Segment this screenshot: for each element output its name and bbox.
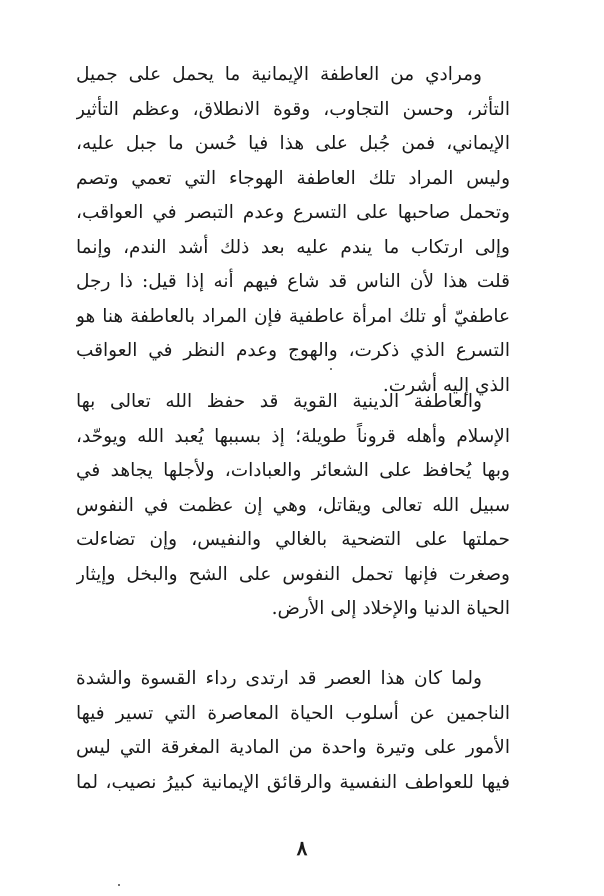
text-line: التسرع الذي ذكرت، والهوج وعدم النظر في العواقب xyxy=(76,340,510,361)
text-line: وبها يُحافظ على الشعائر والعبادات، ولأجلها يجاهد في xyxy=(76,460,510,481)
text-line: التأثر، وحسن التجاوب، وقوة الانطلاق، وعظم التأثير xyxy=(76,98,510,120)
text-line: سبيل الله تعالى ويقاتل، وهي إن عظمت في النفوس xyxy=(76,494,510,516)
scan-speck xyxy=(330,368,332,370)
scan-speck xyxy=(118,884,120,886)
text-line: وتحمل صاحبها على التسرع وعدم التبصر في العواقب، xyxy=(76,202,510,223)
text-line: ومرادي من العاطفة الإيمانية ما يحمل على جميل xyxy=(76,64,482,85)
text-line: الإيماني، فمن جُبل على هذا فيا حُسن ما جبل عليه، xyxy=(76,133,510,154)
text-line: والعاطفة الدينية القوية قد حفظ الله تعالى بها xyxy=(76,391,482,412)
text-line: فيها للعواطف النفسية والرقائق الإيمانية كبيرُ نصيب، لما xyxy=(76,771,510,793)
text-line: الإسلام وأهله قروناً طويلة؛ إذ بسببها يُعبد الله ويوحّد، xyxy=(76,425,510,447)
text-line: الحياة الدنيا والإخلاد إلى الأرض. xyxy=(271,598,510,619)
paragraph-3 xyxy=(76,662,510,800)
text-line: وليس المراد تلك العاطفة الهوجاء التي تعمي وتصم xyxy=(76,167,510,189)
text-line: الذي إليه أشرت. xyxy=(382,374,510,396)
page-number: ٨ xyxy=(296,836,308,860)
text-line: وصغرت فإنها تحمل النفوس على الشح والبخل وإيثار xyxy=(76,563,510,585)
text-line: قلت هذا لأن الناس قد شاع فيهم أنه إذا قيل: ذا رجل xyxy=(76,271,510,292)
text-line: الناجمين عن أسلوب الحياة المعاصرة التي تسير فيها xyxy=(76,702,510,724)
text-line: ولما كان هذا العصر قد ارتدى رداء القسوة والشدة xyxy=(76,668,482,689)
text-line: عاطفيّ أو تلك امرأة عاطفية فإن المراد بالعاطفة هنا هو xyxy=(76,305,510,327)
paragraph-1 xyxy=(76,58,510,403)
paragraph-2 xyxy=(76,385,510,627)
text-line: الأمور على وتيرة واحدة من المادية المغرقة التي ليس xyxy=(76,737,510,758)
text-line: وإلى ارتكاب ما يندم عليه بعد ذلك أشد الندم، وإنما xyxy=(76,236,510,258)
text-line: حملتها على التضحية بالغالي والنفيس، وإن تضاءلت xyxy=(76,529,510,550)
